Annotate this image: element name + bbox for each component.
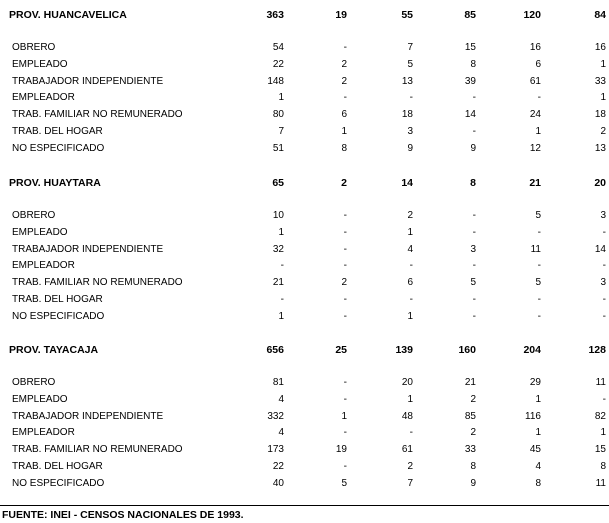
province-total-cell: 20 [594, 177, 606, 189]
category-value-cell: - [537, 311, 541, 322]
province-total-cell: 656 [266, 344, 284, 356]
category-value-cell: 1 [341, 126, 347, 137]
category-label: TRABAJADOR INDEPENDIENTE [12, 244, 164, 255]
category-label: EMPLEADO [12, 394, 68, 405]
category-row [0, 75, 609, 89]
province-total-cell: 139 [395, 344, 413, 356]
category-row [0, 226, 609, 240]
category-value-cell: - [409, 92, 413, 103]
category-label: OBRERO [12, 42, 56, 53]
category-row [0, 393, 609, 407]
category-value-cell: 13 [594, 143, 606, 154]
category-value-cell: 16 [529, 42, 541, 53]
category-value-cell: - [537, 260, 541, 271]
category-value-cell: - [602, 394, 606, 405]
category-value-cell: 173 [267, 444, 284, 455]
category-value-cell: 1 [535, 394, 541, 405]
category-value-cell: 54 [272, 42, 284, 53]
category-value-cell: - [472, 126, 476, 137]
category-label: TRAB. FAMILIAR NO REMUNERADO [12, 444, 183, 455]
category-label: NO ESPECIFICADO [12, 143, 105, 154]
category-value-cell: 2 [407, 210, 413, 221]
category-value-cell: 2 [341, 76, 347, 87]
category-value-cell: - [409, 294, 413, 305]
category-row [0, 91, 609, 105]
category-value-cell: - [343, 311, 347, 322]
category-value-cell: 3 [407, 126, 413, 137]
category-value-cell: 45 [529, 444, 541, 455]
province-total-cell: 14 [401, 177, 413, 189]
category-value-cell: 61 [529, 76, 541, 87]
category-value-cell: - [343, 377, 347, 388]
category-row [0, 310, 609, 324]
category-label: EMPLEADO [12, 59, 68, 70]
category-label: TRAB. DEL HOGAR [12, 126, 103, 137]
category-value-cell: 6 [407, 277, 413, 288]
category-value-cell: 1 [535, 427, 541, 438]
category-value-cell: 1 [407, 394, 413, 405]
category-value-cell: - [472, 227, 476, 238]
category-label: EMPLEADOR [12, 260, 75, 271]
category-row [0, 108, 609, 122]
category-value-cell: - [472, 260, 476, 271]
category-value-cell: 116 [525, 411, 541, 422]
category-value-cell: - [280, 294, 284, 305]
category-value-cell: 8 [470, 461, 476, 472]
category-row [0, 477, 609, 491]
category-value-cell: 1 [341, 411, 347, 422]
province-total-cell: 120 [523, 9, 541, 21]
category-value-cell: 3 [600, 277, 606, 288]
province-total-cell: 55 [401, 9, 413, 21]
category-label: EMPLEADO [12, 227, 68, 238]
category-value-cell: 7 [278, 126, 284, 137]
category-value-cell: 11 [595, 377, 606, 388]
category-value-cell: - [602, 294, 606, 305]
category-value-cell: 1 [600, 92, 606, 103]
province-total-cell: 25 [335, 344, 347, 356]
category-value-cell: 9 [407, 143, 413, 154]
category-value-cell: 4 [278, 394, 284, 405]
category-value-cell: 85 [464, 411, 476, 422]
category-value-cell: 4 [278, 427, 284, 438]
category-label: TRAB. DEL HOGAR [12, 294, 103, 305]
category-value-cell: 18 [401, 109, 413, 120]
category-value-cell: 11 [530, 244, 541, 255]
category-value-cell: 1 [407, 227, 413, 238]
category-value-cell: - [343, 244, 347, 255]
province-total-cell: 160 [458, 344, 476, 356]
province-title: PROV. HUAYTARA [9, 177, 101, 189]
category-value-cell: 14 [464, 109, 476, 120]
category-value-cell: 6 [535, 59, 541, 70]
province-total-cell: 85 [464, 9, 476, 21]
province-total-cell: 363 [266, 9, 284, 21]
category-value-cell: 13 [401, 76, 413, 87]
category-row [0, 410, 609, 424]
category-value-cell: 8 [341, 143, 347, 154]
province-total-cell: 65 [272, 177, 284, 189]
province-header-row [0, 176, 609, 190]
category-row [0, 243, 609, 257]
category-value-cell: - [472, 92, 476, 103]
category-value-cell: 40 [272, 478, 284, 489]
category-label: TRAB. FAMILIAR NO REMUNERADO [12, 109, 183, 120]
category-value-cell: 29 [529, 377, 541, 388]
category-value-cell: 21 [272, 277, 284, 288]
category-value-cell: 5 [535, 210, 541, 221]
province-total-cell: 84 [594, 9, 606, 21]
category-value-cell: 8 [470, 59, 476, 70]
category-label: EMPLEADOR [12, 92, 75, 103]
category-value-cell: 7 [407, 478, 413, 489]
category-value-cell: 82 [594, 411, 606, 422]
category-label: NO ESPECIFICADO [12, 478, 105, 489]
category-label: OBRERO [12, 210, 56, 221]
category-row [0, 376, 609, 390]
category-value-cell: - [409, 260, 413, 271]
category-value-cell: 3 [470, 244, 476, 255]
category-value-cell: 39 [464, 76, 476, 87]
category-value-cell: 1 [535, 126, 541, 137]
category-value-cell: 15 [594, 444, 606, 455]
source-footnote: FUENTE: INEI - CENSOS NACIONALES DE 1993. [2, 509, 244, 521]
category-label: TRABAJADOR INDEPENDIENTE [12, 411, 164, 422]
category-value-cell: - [409, 427, 413, 438]
category-value-cell: 21 [464, 377, 476, 388]
category-value-cell: 9 [470, 478, 476, 489]
category-value-cell: 15 [464, 42, 476, 53]
category-value-cell: 81 [272, 377, 284, 388]
province-total-cell: 19 [335, 9, 347, 21]
category-row [0, 259, 609, 273]
category-value-cell: - [343, 427, 347, 438]
category-value-cell: 4 [407, 244, 413, 255]
category-value-cell: 5 [535, 277, 541, 288]
category-value-cell: - [602, 311, 606, 322]
category-value-cell: - [472, 294, 476, 305]
province-total-cell: 21 [529, 177, 541, 189]
category-label: TRAB. DEL HOGAR [12, 461, 103, 472]
category-value-cell: 4 [535, 461, 541, 472]
category-value-cell: 61 [401, 444, 413, 455]
category-value-cell: 332 [267, 411, 284, 422]
category-value-cell: 20 [401, 377, 413, 388]
category-value-cell: 7 [407, 42, 413, 53]
category-value-cell: 80 [272, 109, 284, 120]
category-value-cell: 48 [401, 411, 413, 422]
category-value-cell: 5 [470, 277, 476, 288]
category-value-cell: 1 [600, 427, 606, 438]
category-row [0, 426, 609, 440]
category-value-cell: 9 [470, 143, 476, 154]
category-row [0, 443, 609, 457]
category-row [0, 58, 609, 72]
category-value-cell: 14 [594, 244, 606, 255]
category-value-cell: 1 [407, 311, 413, 322]
province-header-row [0, 8, 609, 22]
category-value-cell: - [537, 227, 541, 238]
category-value-cell: 12 [529, 143, 541, 154]
category-value-cell: - [343, 394, 347, 405]
category-value-cell: 3 [600, 210, 606, 221]
category-value-cell: 32 [272, 244, 284, 255]
category-label: NO ESPECIFICADO [12, 311, 105, 322]
category-value-cell: 2 [407, 461, 413, 472]
province-title: PROV. TAYACAJA [9, 344, 99, 356]
category-value-cell: 22 [272, 461, 284, 472]
category-value-cell: - [343, 461, 347, 472]
province-total-cell: 128 [588, 344, 606, 356]
category-value-cell: 2 [341, 277, 347, 288]
category-value-cell: - [343, 294, 347, 305]
province-header-row [0, 343, 609, 357]
category-value-cell: 18 [594, 109, 606, 120]
category-row [0, 460, 609, 474]
footer-rule [0, 505, 609, 506]
category-value-cell: 1 [278, 227, 284, 238]
category-value-cell: - [343, 227, 347, 238]
category-value-cell: 33 [464, 444, 476, 455]
category-row [0, 41, 609, 55]
category-value-cell: 19 [335, 444, 347, 455]
category-value-cell: - [472, 311, 476, 322]
category-value-cell: 8 [535, 478, 541, 489]
category-value-cell: - [472, 210, 476, 221]
category-value-cell: - [343, 210, 347, 221]
category-value-cell: 2 [470, 394, 476, 405]
category-row [0, 209, 609, 223]
province-total-cell: 2 [341, 177, 347, 189]
category-value-cell: 2 [341, 59, 347, 70]
category-value-cell: 22 [272, 59, 284, 70]
category-label: OBRERO [12, 377, 56, 388]
category-row [0, 293, 609, 307]
category-label: TRAB. FAMILIAR NO REMUNERADO [12, 277, 183, 288]
category-value-cell: - [343, 42, 347, 53]
category-value-cell: - [537, 294, 541, 305]
category-value-cell: 24 [529, 109, 541, 120]
category-value-cell: 5 [341, 478, 347, 489]
category-value-cell: 148 [267, 76, 284, 87]
province-title: PROV. HUANCAVELICA [9, 9, 127, 21]
category-row [0, 276, 609, 290]
category-value-cell: 2 [600, 126, 606, 137]
province-total-cell: 8 [470, 177, 476, 189]
category-value-cell: 16 [594, 42, 606, 53]
category-value-cell: 2 [470, 427, 476, 438]
category-value-cell: 6 [341, 109, 347, 120]
category-value-cell: 10 [272, 210, 284, 221]
category-value-cell: 33 [594, 76, 606, 87]
category-value-cell: - [343, 92, 347, 103]
category-value-cell: 1 [600, 59, 606, 70]
category-value-cell: - [602, 227, 606, 238]
category-label: EMPLEADOR [12, 427, 75, 438]
category-value-cell: 1 [278, 92, 284, 103]
category-value-cell: 51 [272, 143, 284, 154]
category-value-cell: - [602, 260, 606, 271]
category-label: TRABAJADOR INDEPENDIENTE [12, 76, 164, 87]
category-value-cell: 5 [407, 59, 413, 70]
category-value-cell: 8 [600, 461, 606, 472]
category-value-cell: 1 [278, 311, 284, 322]
category-value-cell: - [537, 92, 541, 103]
category-value-cell: 11 [595, 478, 606, 489]
category-row [0, 125, 609, 139]
category-value-cell: - [343, 260, 347, 271]
category-value-cell: - [280, 260, 284, 271]
category-row [0, 142, 609, 156]
province-total-cell: 204 [523, 344, 541, 356]
